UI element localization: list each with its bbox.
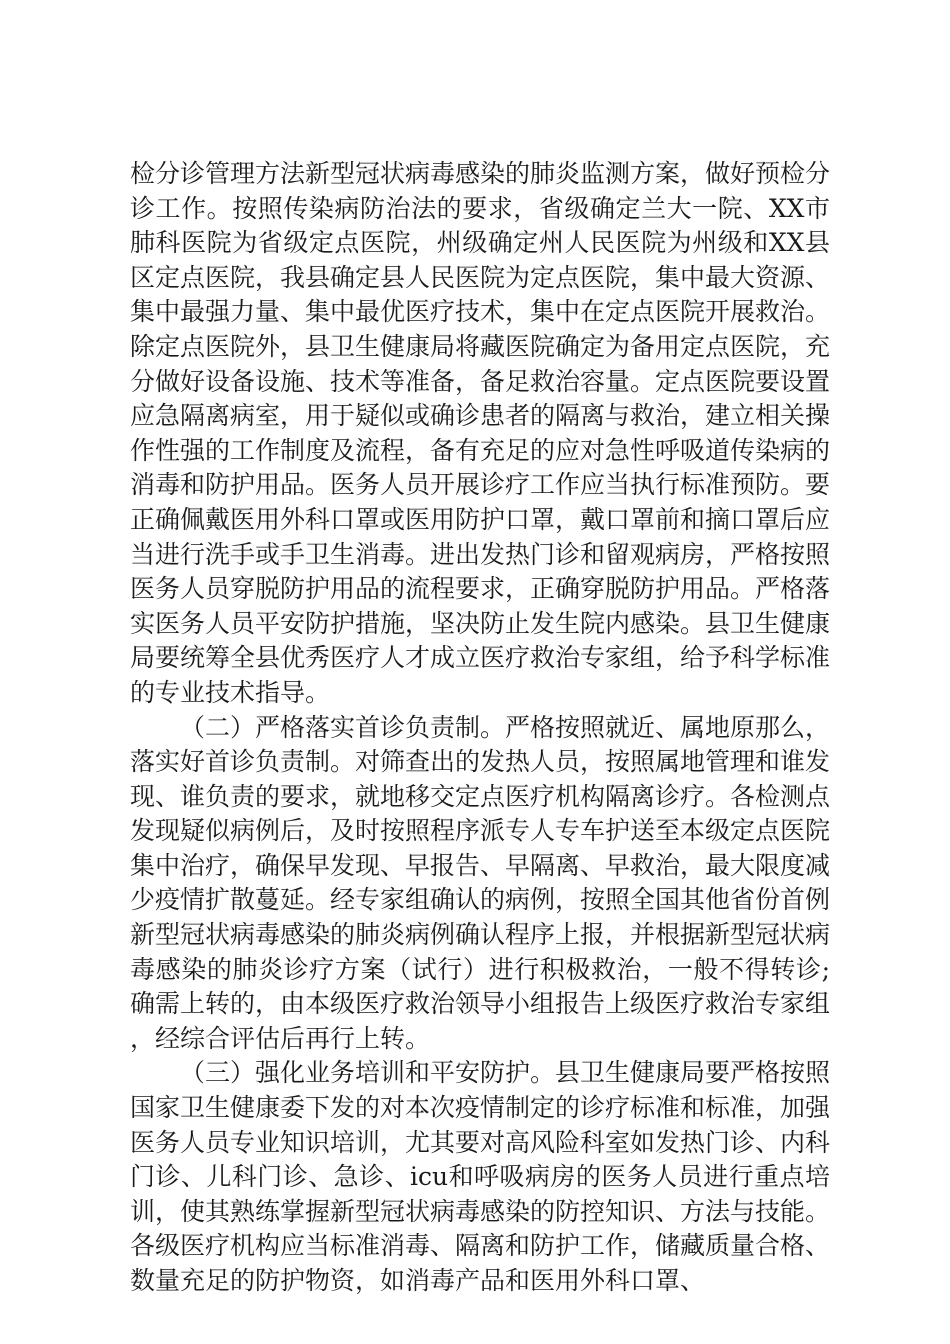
paragraph-first-diagnosis-responsibility: （二）严格落实首诊负责制。严格按照就近、属地原那么，落实好首诊负责制。对筛查出的发热人员，按照属地管理和谁发现、谁负责的要求，就地移交定点医疗机构隔离诊疗。各检测点发现疑似病例后，及时按照程序派专人专车护送至本级定点医院集中治疗，确保早发现、早报告、早隔离、早救治，最大限度减少疫情扩散蔓延。经专家组确认的病例，按照全国其他省份首例新型冠状病毒感染的肺炎病例确认程序上报，并根据新型冠状病毒感染的肺炎诊疗方案（试行）进行积极救治，一般不得转诊;确需上转的，由本级医疗救治领导小组报告上级医疗救治专家组，经综合评估后再行上转。 [130, 712, 831, 1053]
paragraph-continued: 检分诊管理方法新型冠状病毒感染的肺炎监测方案，做好预检分诊工作。按照传染病防治法的要求，省级确定兰大一院、XX市肺科医院为省级定点医院，州级确定州人民医院为州级和XX县区定点医院，我县确定县人民医院为定点医院，集中最大资源、集中最强力量、集中最优医疗技术，集中在定点医院开展救治。除定点医院外，县卫生健康局将藏医院确定为备用定点医院，充分做好设备设施、技术等准备，备足救治容量。定点医院要设置应急隔离病室，用于疑似或确诊患者的隔离与救治，建立相关操作性强的工作制度及流程，备有充足的应对急性呼吸道传染病的消毒和防护用品。医务人员开展诊疗工作应当执行标准预防。要正确佩戴医用外科口罩或医用防护口罩，戴口罩前和摘口罩后应当进行洗手或手卫生消毒。进出发热门诊和留观病房，严格按照医务人员穿脱防护用品的流程要求，正确穿脱防护用品。严格落实医务人员平安防护措施，坚决防止发生院内感染。县卫生健康局要统筹全县优秀医疗人才成立医疗救治专家组，给予科学标准的专业技术指导。 [130, 159, 831, 707]
document-body [130, 157, 830, 1299]
paragraph-training-and-protection: （三）强化业务培训和平安防护。县卫生健康局要严格按照国家卫生健康委下发的对本次疫情制定的诊疗标准和标准，加强医务人员专业知识培训，尤其要对高风险科室如发热门诊、内科门诊、儿科门诊、急诊、icu和呼吸病房的医务人员进行重点培训，使其熟练掌握新型冠状病毒感染的防控知识、方法与技能。各级医疗机构应当标准消毒、隔离和防护工作，储藏质量合格、数量充足的防护物资，如消毒产品和医用外科口罩、 [130, 1058, 831, 1295]
